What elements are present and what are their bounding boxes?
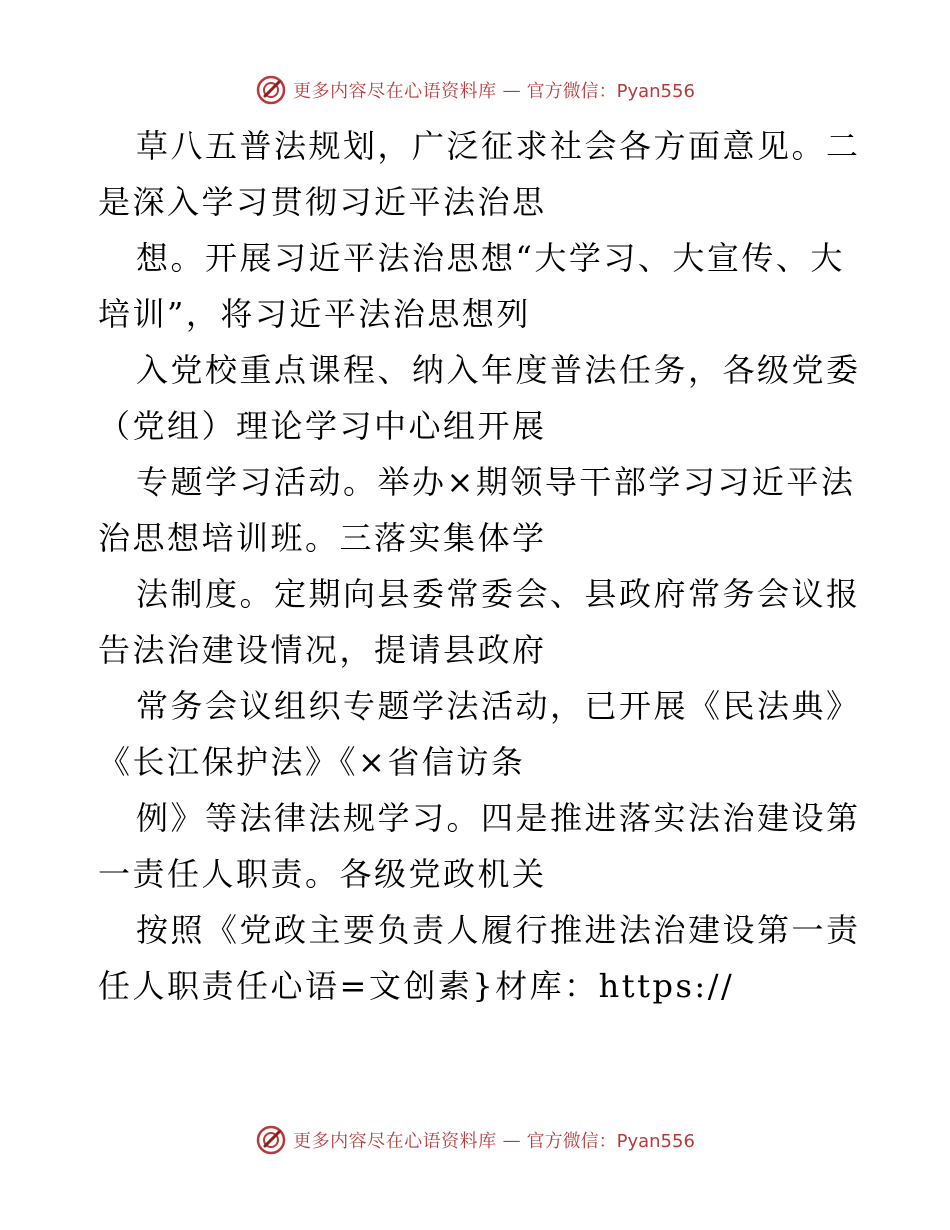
text-line: 例》等法律法规学习。四是推进落实法治建设第 xyxy=(136,799,861,837)
logo-icon xyxy=(255,1124,287,1156)
text-line: （党组）理论学习中心组开展 xyxy=(98,407,547,445)
watermark-separator: — xyxy=(502,79,521,101)
document-body xyxy=(98,118,861,1014)
watermark-text: 更多内容尽在心语资料库 xyxy=(293,81,497,102)
text-line: 想。开展习近平法治思想“大学习、大宣传、大 xyxy=(136,239,845,277)
footer-watermark xyxy=(0,1120,950,1160)
text-line: 《长江保护法》《×省信访条 xyxy=(98,743,526,781)
text-line: 培训”，将习近平法治思想列 xyxy=(98,295,531,333)
text-line: 入党校重点课程、纳入年度普法任务，各级党委 xyxy=(136,351,861,389)
watermark-contact: 官方微信：Pyan556 xyxy=(526,1131,695,1152)
text-line: 专题学习活动。举办×期领导干部学习习近平法 xyxy=(136,463,856,501)
text-line: 常务会议组织专题学法活动，已开展《民法典》 xyxy=(136,687,861,725)
watermark-text: 更多内容尽在心语资料库 xyxy=(293,1131,497,1152)
text-line: 任人职责任心语=文创素}材库：https:// xyxy=(98,967,735,1005)
text-line: 法制度。定期向县委常委会、县政府常务会议报 xyxy=(136,575,861,613)
watermark-separator: — xyxy=(502,1129,521,1151)
watermark-contact: 官方微信：Pyan556 xyxy=(526,81,695,102)
text-line: 草八五普法规划，广泛征求社会各方面意见。二 xyxy=(136,127,861,165)
logo-icon xyxy=(255,74,287,106)
text-line: 一责任人职责。各级党政机关 xyxy=(98,855,547,893)
text-line: 治思想培训班。三落实集体学 xyxy=(98,519,547,557)
text-line: 告法治建设情况，提请县政府 xyxy=(98,631,547,669)
text-line: 是深入学习贯彻习近平法治思 xyxy=(98,183,547,221)
header-watermark xyxy=(0,70,950,110)
text-line: 按照《党政主要负责人履行推进法治建设第一责 xyxy=(136,911,861,949)
